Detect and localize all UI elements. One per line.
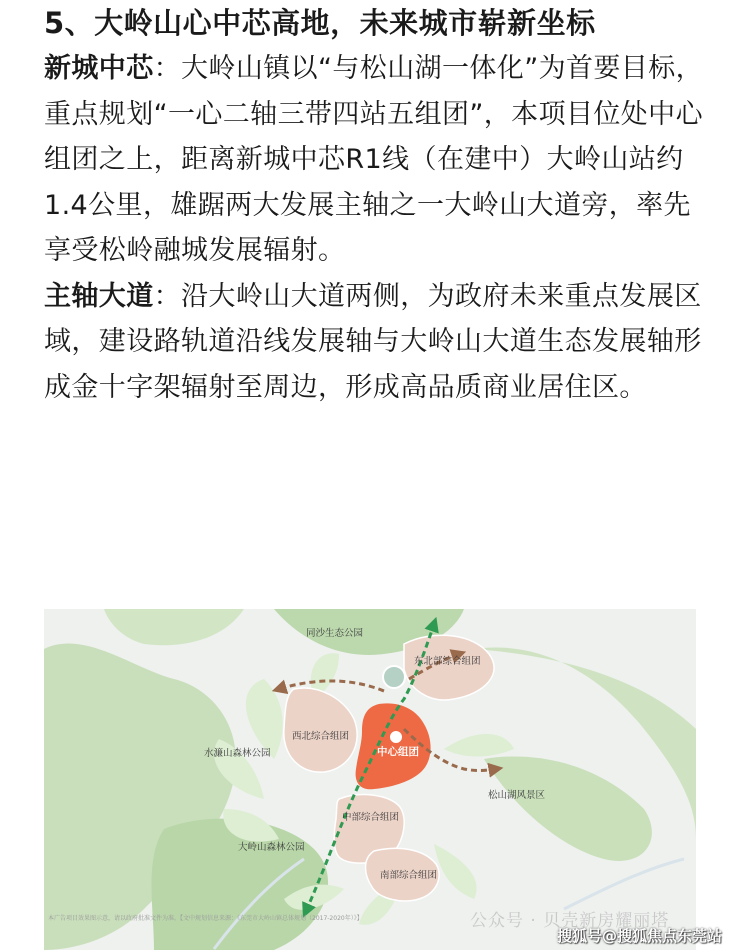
planning-map-graphic bbox=[44, 609, 696, 950]
article-heading: 5、大岭山心中芯高地，未来城市崭新坐标 bbox=[44, 6, 596, 40]
green-terrain-right-low bbox=[484, 756, 652, 861]
planning-map bbox=[44, 609, 696, 950]
green-terrain-bottom bbox=[152, 819, 329, 950]
green-terrain-top-left bbox=[104, 609, 244, 645]
label-separator: ： bbox=[153, 53, 182, 84]
section-label-new-city-core: 新城中芯 bbox=[44, 53, 154, 84]
label-dalingshan-park: 大岭山森林公园 bbox=[238, 842, 305, 853]
article bbox=[44, 0, 704, 410]
section-body-main-axis: 沿大岭山大道两侧，为政府未来重点发展区域，建设路轨道沿线发展轴与大岭山大道生态发展轴形成金十字架辐射至周边，形成高品质商业居住区。 bbox=[44, 280, 702, 403]
center-marker bbox=[389, 730, 403, 744]
section-body-new-city-core: 大岭山镇以“与松山湖一体化”为首要目标，重点规划“一心二轴三带四站五组团”，本项目位处中心组团之上，距离新城中芯R1线（在建中）大岭山站约1.4公里，雄踞两大发展主轴之一大岭山大道旁，率先享受松岭融城发展辐射。 bbox=[44, 53, 703, 266]
paragraph-main-axis bbox=[44, 274, 704, 411]
map-fine-print: 本广告项目效果图示意，请以政府批准文件为准。【文中规划信息来源：《东莞市大岭山镇总体规划（2017-2020年）》】 bbox=[48, 915, 363, 922]
label-middle-zone: 中部综合组团 bbox=[342, 812, 400, 823]
label-separator: ： bbox=[153, 280, 182, 312]
source-credit: 搜狐号@搜狐焦点东莞站 bbox=[557, 927, 723, 945]
label-center-zone: 中心组团 bbox=[377, 746, 419, 758]
section-label-main-axis: 主轴大道 bbox=[44, 280, 154, 312]
label-northwest-zone: 西北综合组团 bbox=[292, 731, 350, 742]
project-marker bbox=[383, 666, 405, 688]
label-songshanhu: 松山湖风景区 bbox=[488, 790, 546, 801]
label-tongsha-park: 同沙生态公园 bbox=[306, 628, 364, 639]
zone-northeast bbox=[404, 635, 494, 700]
label-south-zone: 南部综合组团 bbox=[380, 870, 438, 881]
label-shuilian-park: 水濂山森林公园 bbox=[204, 748, 271, 759]
label-northeast-zone: 东北部综合组团 bbox=[414, 656, 481, 667]
paragraph-new-city-core bbox=[44, 46, 704, 274]
watermark: 公众号 · 贝壳新房耀丽塔 bbox=[470, 911, 670, 931]
